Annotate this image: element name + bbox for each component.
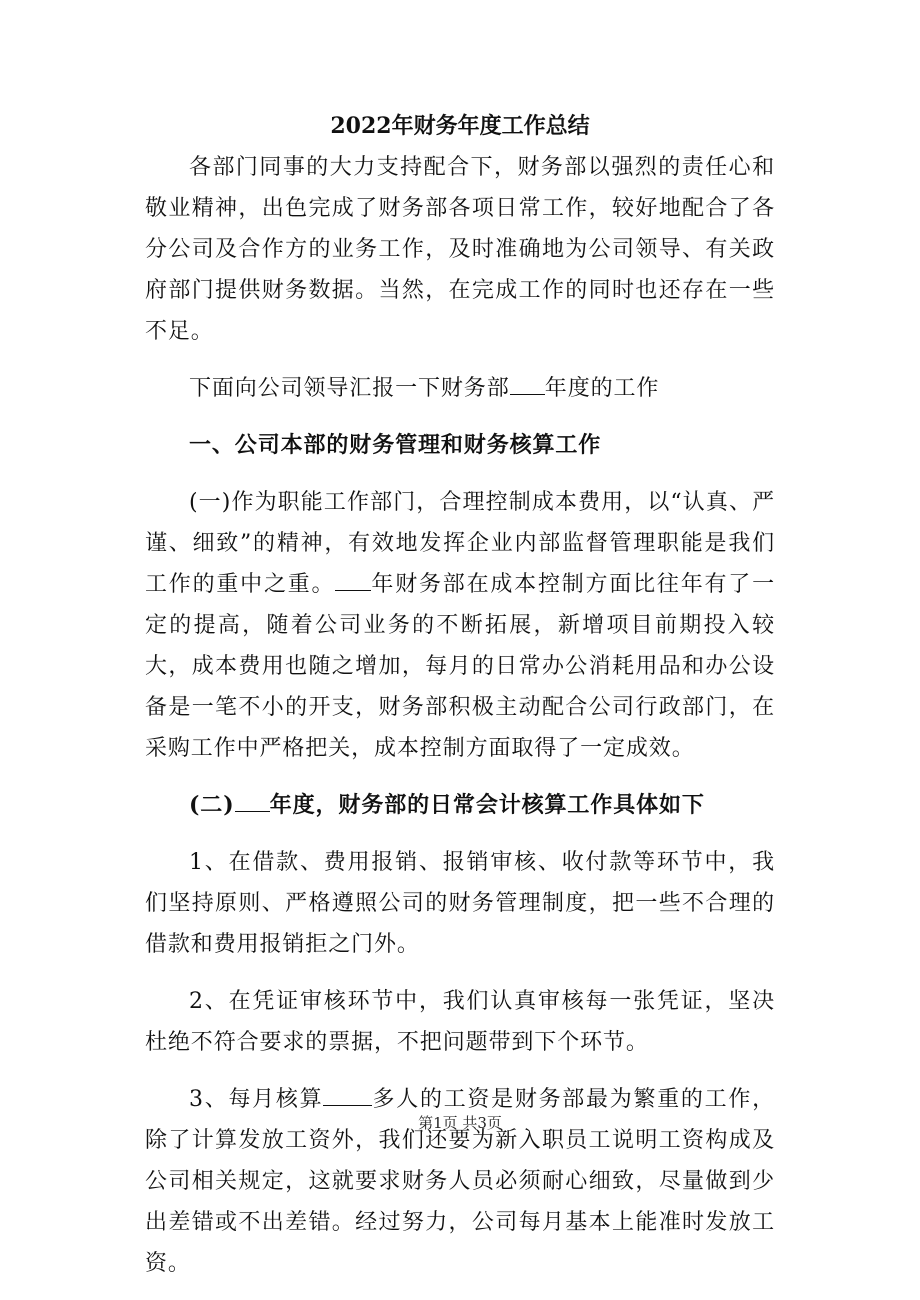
paragraph-text: (一)作为职能工作部门，合理控制成本费用，以“认真、严谨、细致”的精神，有效地发挥企业内部监督管理职能是我们工作的重中之重。: [145, 490, 775, 597]
paragraph-text: 各部门同事的大力支持配合下，财务部以强烈的责任心和敬业精神，出色完成了财务部各项日常工作，较好地配合了各分公司及合作方的业务工作，及时准确地为公司领导、有关政府部门提供财务数据。当然，在完成工作的同时也还存在一些不足。: [145, 155, 775, 344]
paragraph-intro: [145, 147, 775, 352]
paragraph-text: 2、在凭证审核环节中，我们认真审核每一张凭证，坚决杜绝不符合要求的票据，不把问题带到下个环节。: [145, 989, 775, 1055]
paragraph-text: 下面向公司领导汇报一下财务部: [189, 376, 510, 401]
paragraph-text: 年度的工作: [544, 376, 660, 401]
section-heading-1: [145, 425, 775, 466]
paragraph-point-2: [145, 981, 775, 1063]
blank-underline: [323, 1085, 371, 1106]
heading-text: 年度，财务部的日常会计核算工作具体如下: [269, 792, 705, 818]
paragraph-item-1: [145, 482, 775, 769]
blank-underline: [510, 374, 545, 395]
paragraph-text: 1、在借款、费用报销、报销审核、收付款等环节中，我们坚持原则、严格遵照公司的财务管理制度，把一些不合理的借款和费用报销拒之门外。: [145, 850, 775, 957]
section-heading-2: [145, 785, 775, 826]
heading-text: 一、公司本部的财务管理和财务核算工作: [189, 432, 602, 458]
paragraph-report: [145, 368, 775, 409]
blank-underline: [235, 791, 270, 812]
paragraph-point-1: [145, 842, 775, 965]
blank-underline: [335, 570, 370, 591]
page-number-footer: 第1页 共3页: [418, 1114, 502, 1132]
heading-text: (二): [189, 792, 235, 818]
paragraph-text: 多人的工资是财务部最为繁重的工作，除了计算发放工资外，我们还要为新入职员工说明工资构成及公司相关规定，这就要求财务人员必须耐心细致，尽量做到少出差错或不出差错。经过努力，公司每月基本上能准时发放工资。: [145, 1087, 775, 1276]
paragraph-text: 年财务部在成本控制方面比往年有了一定的提高，随着公司业务的不断拓展，新增项目前期投入较大，成本费用也随之增加，每月的日常办公消耗用品和办公设备是一笔不小的开支，财务部积极主动配合公司行政部门，在采购工作中严格把关，成本控制方面取得了一定成效。: [145, 572, 775, 761]
document-title: 2022年财务年度工作总结: [330, 113, 590, 139]
paragraph-point-3: [145, 1079, 775, 1284]
paragraph-text: 3、每月核算: [189, 1087, 324, 1112]
